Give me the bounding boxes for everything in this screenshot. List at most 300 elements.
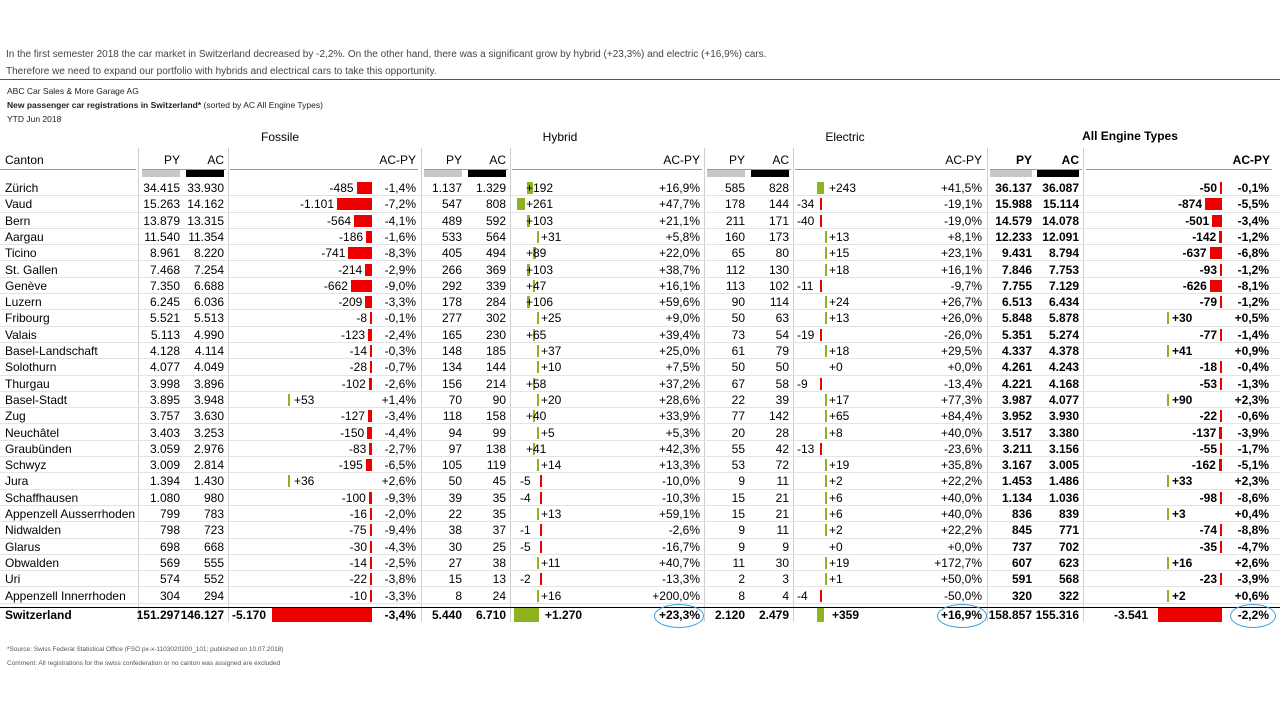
f-delta-label: -485 xyxy=(329,181,354,195)
a-delta-label: -35 xyxy=(1199,539,1217,554)
a-delta-label: +41 xyxy=(1172,344,1193,358)
f-ac-value: 668 xyxy=(203,539,224,554)
underline-electric-acpy xyxy=(795,169,985,170)
e-ac-value: 144 xyxy=(768,197,789,212)
canton-name: St. Gallen xyxy=(5,262,58,277)
a-delta-label: +90 xyxy=(1172,392,1193,407)
top-divider xyxy=(0,79,1280,80)
f-py-value: 3.403 xyxy=(149,425,180,440)
f-py-value: 11.540 xyxy=(144,229,180,244)
col-fossile-ac: AC xyxy=(207,153,224,167)
a-py-value: 1.453 xyxy=(1001,474,1032,489)
a-delta-label: -3.541 xyxy=(1114,608,1149,622)
h-delta-bar xyxy=(537,557,539,569)
a-py-value: 4.221 xyxy=(1001,376,1032,391)
a-delta-label: -637 xyxy=(1182,246,1207,261)
a-delta-label: -137 xyxy=(1192,425,1217,440)
a-delta-label: -77 xyxy=(1199,327,1217,342)
e-acpy-percent: -19,1% xyxy=(943,197,982,212)
h-ac-value: 35 xyxy=(492,507,506,521)
ac-legend-bar-fossile xyxy=(186,170,224,177)
h-acpy-percent: -10,3% xyxy=(661,490,700,505)
e-acpy-percent: +22,2% xyxy=(940,523,982,538)
f-ac-value: 2.814 xyxy=(193,458,224,473)
table-row xyxy=(0,376,1280,392)
f-ac-value: 11.354 xyxy=(188,229,224,244)
e-acpy-percent: -19,0% xyxy=(943,213,982,228)
h-delta-label: +5 xyxy=(541,425,555,440)
f-ac-value: 1.430 xyxy=(193,474,224,489)
a-ac-value: 14.078 xyxy=(1042,213,1079,228)
f-delta-label: -209 xyxy=(338,295,363,310)
e-py-value: 9 xyxy=(738,539,745,554)
a-ac-value: 3.380 xyxy=(1048,425,1079,440)
a-ac-value: 322 xyxy=(1058,588,1079,603)
a-acpy-percent: -3,9% xyxy=(1237,572,1269,587)
e-py-value: 9 xyxy=(738,474,745,489)
h-py-value: 38 xyxy=(448,523,462,538)
a-ac-value: 12.091 xyxy=(1042,229,1079,244)
f-py-value: 799 xyxy=(159,507,180,521)
f-ac-value: 980 xyxy=(203,490,224,505)
f-acpy-percent: -0,1% xyxy=(384,311,416,326)
h-py-value: 22 xyxy=(448,507,462,521)
col-hybrid-acpy: AC-PY xyxy=(663,153,700,167)
f-ac-value: 4.049 xyxy=(193,360,224,375)
h-ac-value: 494 xyxy=(485,246,506,261)
e-delta-bar xyxy=(820,198,822,210)
h-acpy-percent: -2,6% xyxy=(668,523,700,538)
a-delta-bar xyxy=(1167,508,1169,520)
h-py-value: 27 xyxy=(448,555,462,570)
h-delta-label: +47 xyxy=(526,278,547,293)
f-acpy-percent: -0,3% xyxy=(384,344,416,358)
h-py-value: 5.440 xyxy=(431,608,462,622)
f-py-value: 8.961 xyxy=(149,246,180,261)
a-ac-value: 3.005 xyxy=(1048,458,1079,473)
h-ac-value: 24 xyxy=(492,588,506,603)
h-delta-label: +13 xyxy=(541,507,562,521)
e-delta-bar xyxy=(820,215,822,227)
f-delta-bar xyxy=(288,394,290,406)
h-delta-bar xyxy=(537,459,539,471)
canton-name: Valais xyxy=(5,327,37,342)
a-py-value: 3.987 xyxy=(1001,392,1032,407)
f-acpy-percent: -3,3% xyxy=(384,295,416,310)
e-ac-value: 173 xyxy=(768,229,789,244)
a-py-value: 1.134 xyxy=(1001,490,1032,505)
h-py-value: 94 xyxy=(448,425,462,440)
a-py-value: 158.857 xyxy=(988,608,1032,622)
company-name: ABC Car Sales & More Garage AG xyxy=(7,86,139,96)
a-py-value: 320 xyxy=(1011,588,1032,603)
h-py-value: 15 xyxy=(448,572,462,587)
h-delta-bar xyxy=(537,508,539,520)
a-delta-label: +30 xyxy=(1172,311,1193,326)
e-ac-value: 828 xyxy=(768,181,789,195)
a-delta-label: +33 xyxy=(1172,474,1193,489)
canton-name: Zug xyxy=(5,409,26,424)
a-py-value: 3.952 xyxy=(1001,409,1032,424)
e-delta-label: +2 xyxy=(829,523,843,538)
e-acpy-percent: +22,2% xyxy=(940,474,982,489)
a-ac-value: 15.114 xyxy=(1042,197,1079,212)
f-acpy-percent: +1,4% xyxy=(381,392,416,407)
report-header xyxy=(7,84,323,126)
e-delta-bar xyxy=(825,394,827,406)
a-acpy-percent: -8,8% xyxy=(1237,523,1269,538)
h-acpy-percent: -10,0% xyxy=(661,474,700,489)
h-ac-value: 45 xyxy=(492,474,506,489)
h-delta-label: +192 xyxy=(526,181,554,195)
f-delta-label: -741 xyxy=(321,246,346,261)
a-delta-bar xyxy=(1167,394,1169,406)
a-ac-value: 8.794 xyxy=(1048,246,1079,261)
f-ac-value: 5.513 xyxy=(193,311,224,326)
f-delta-label: -30 xyxy=(349,539,367,554)
f-py-value: 569 xyxy=(159,555,180,570)
a-delta-label: -98 xyxy=(1199,490,1217,505)
h-delta-label: +14 xyxy=(541,458,562,473)
h-py-value: 165 xyxy=(441,327,462,342)
canton-name: Appenzell Innerrhoden xyxy=(5,588,126,603)
col-electric-ac: AC xyxy=(772,153,789,167)
a-ac-value: 155.316 xyxy=(1035,608,1079,622)
h-acpy-percent: +47,7% xyxy=(658,197,700,212)
col-electric-acpy: AC-PY xyxy=(945,153,982,167)
e-py-value: 211 xyxy=(725,213,745,228)
h-py-value: 39 xyxy=(448,490,462,505)
a-ac-value: 36.087 xyxy=(1042,181,1079,195)
a-acpy-percent: -0,4% xyxy=(1237,360,1269,375)
e-delta-label: +17 xyxy=(829,392,850,407)
f-delta-bar xyxy=(288,475,290,487)
table-row xyxy=(0,571,1280,587)
a-ac-value: 5.274 xyxy=(1048,327,1079,342)
f-delta-label: -123 xyxy=(341,327,366,342)
py-legend-bar-electric xyxy=(707,170,745,177)
h-delta-label: -1 xyxy=(520,523,531,538)
e-acpy-percent: -23,6% xyxy=(943,441,982,456)
f-acpy-percent: -9,4% xyxy=(384,523,416,538)
h-acpy-percent: +59,1% xyxy=(658,507,700,521)
f-acpy-percent: -0,7% xyxy=(384,360,416,375)
a-acpy-percent: -8,1% xyxy=(1237,278,1269,293)
f-delta-label: -14 xyxy=(349,555,367,570)
a-ac-value: 4.378 xyxy=(1048,344,1079,358)
e-delta-bar xyxy=(817,608,824,622)
f-acpy-percent: -3,3% xyxy=(384,588,416,603)
e-py-value: 11 xyxy=(732,555,745,570)
a-py-value: 5.351 xyxy=(1001,327,1032,342)
h-ac-value: 144 xyxy=(485,360,506,375)
e-acpy-percent: -9,7% xyxy=(950,278,982,293)
f-acpy-percent: -2,5% xyxy=(384,555,416,570)
h-py-value: 97 xyxy=(448,441,462,456)
f-ac-value: 6.688 xyxy=(193,278,224,293)
a-acpy-percent: +2,6% xyxy=(1234,555,1269,570)
a-acpy-percent: -5,1% xyxy=(1237,458,1269,473)
a-delta-label: -162 xyxy=(1191,458,1216,473)
a-delta-label: -22 xyxy=(1199,409,1217,424)
f-acpy-percent: -3,4% xyxy=(384,409,416,424)
table-row xyxy=(0,457,1280,473)
a-acpy-percent: -5,5% xyxy=(1237,197,1269,212)
e-delta-bar xyxy=(825,427,827,439)
h-py-value: 156 xyxy=(441,376,462,391)
h-acpy-percent: +38,7% xyxy=(658,262,700,277)
a-ac-value: 3.156 xyxy=(1048,441,1079,456)
e-py-value: 50 xyxy=(731,311,745,326)
canton-name: Graubünden xyxy=(5,441,72,456)
f-py-value: 5.521 xyxy=(149,311,180,326)
e-delta-bar xyxy=(825,573,827,585)
h-delta-bar xyxy=(537,361,539,373)
e-acpy-percent: +40,0% xyxy=(940,425,982,440)
e-delta-bar xyxy=(820,378,822,390)
h-delta-label: +1.270 xyxy=(545,608,583,622)
h-delta-label: -5 xyxy=(520,539,531,554)
e-ac-value: 102 xyxy=(768,278,789,293)
e-delta-bar xyxy=(820,443,822,455)
e-py-value: 61 xyxy=(731,344,745,358)
f-acpy-percent: -9,0% xyxy=(384,278,416,293)
comment-footnote: Comment: All registrations for the swiss confederation or no canton was assigned are excluded xyxy=(7,660,281,667)
e-ac-value: 114 xyxy=(769,295,789,310)
table-row xyxy=(0,294,1280,310)
a-delta-label: +16 xyxy=(1172,555,1193,570)
f-delta-label: -102 xyxy=(341,376,366,391)
intro-line-2: Therefore we need to expand our portfolio with hybrids and electrical cars to take this opportunity. xyxy=(6,66,437,77)
e-delta-bar xyxy=(825,247,827,259)
e-delta-bar xyxy=(825,492,827,504)
table-row xyxy=(0,392,1280,408)
e-ac-value: 30 xyxy=(775,555,789,570)
h-delta-bar xyxy=(540,492,542,504)
h-ac-value: 808 xyxy=(485,197,506,212)
underline-hybrid-acpy xyxy=(512,169,702,170)
f-ac-value: 6.036 xyxy=(193,295,224,310)
f-py-value: 5.113 xyxy=(150,327,180,342)
e-py-value: 112 xyxy=(725,262,745,277)
f-py-value: 4.128 xyxy=(149,344,180,358)
f-py-value: 304 xyxy=(159,588,180,603)
h-acpy-percent: +33,9% xyxy=(658,409,700,424)
canton-name: Fribourg xyxy=(5,311,50,326)
a-py-value: 836 xyxy=(1011,507,1032,521)
h-delta-bar xyxy=(540,541,542,553)
canton-name: Neuchâtel xyxy=(5,425,60,440)
h-acpy-percent: -13,3% xyxy=(661,572,700,587)
h-delta-label: -5 xyxy=(520,474,531,489)
h-py-value: 50 xyxy=(448,474,462,489)
h-py-value: 533 xyxy=(441,229,462,244)
f-py-value: 3.757 xyxy=(149,409,180,424)
canton-name: Thurgau xyxy=(5,376,50,391)
e-delta-bar xyxy=(820,280,822,292)
h-py-value: 277 xyxy=(441,311,462,326)
f-ac-value: 294 xyxy=(203,588,224,603)
h-ac-value: 6.710 xyxy=(475,608,506,622)
canton-name: Bern xyxy=(5,213,31,228)
h-acpy-percent: +40,7% xyxy=(658,555,700,570)
e-delta-label: -11 xyxy=(797,278,814,293)
h-ac-value: 35 xyxy=(492,490,506,505)
f-delta-label: -22 xyxy=(349,572,367,587)
h-ac-value: 1.329 xyxy=(475,181,506,195)
electric-total-highlight xyxy=(937,604,987,628)
e-acpy-percent: +8,1% xyxy=(947,229,982,244)
a-acpy-percent: -1,2% xyxy=(1237,295,1269,310)
a-acpy-percent: +2,3% xyxy=(1234,392,1269,407)
f-py-value: 7.350 xyxy=(149,278,180,293)
e-delta-bar xyxy=(825,296,827,308)
e-ac-value: 63 xyxy=(775,311,789,326)
a-py-value: 36.137 xyxy=(995,181,1032,195)
a-acpy-percent: -3,9% xyxy=(1237,425,1269,440)
h-ac-value: 138 xyxy=(485,441,506,456)
a-acpy-percent: -0,6% xyxy=(1237,409,1269,424)
e-delta-label: -4 xyxy=(797,588,808,603)
h-ac-value: 592 xyxy=(485,213,506,228)
e-py-value: 67 xyxy=(731,376,745,391)
f-acpy-percent: -3,8% xyxy=(384,572,416,587)
underline-all-acpy xyxy=(1086,169,1272,170)
e-ac-value: 72 xyxy=(775,458,789,473)
group-fossile: Fossile xyxy=(260,130,299,144)
e-py-value: 178 xyxy=(724,197,745,212)
a-acpy-percent: -1,2% xyxy=(1237,262,1269,277)
a-ac-value: 4.243 xyxy=(1048,360,1079,375)
h-ac-value: 99 xyxy=(492,425,506,440)
f-ac-value: 3.630 xyxy=(193,409,224,424)
e-delta-label: +6 xyxy=(829,507,843,521)
h-ac-value: 25 xyxy=(492,539,506,554)
table-row xyxy=(0,310,1280,326)
a-delta-label: -18 xyxy=(1199,360,1217,375)
col-all-py: PY xyxy=(1015,153,1032,167)
h-delta-bar xyxy=(537,427,539,439)
e-delta-bar xyxy=(825,231,827,243)
h-delta-label: +16 xyxy=(541,588,562,603)
h-acpy-percent: -16,7% xyxy=(661,539,700,554)
h-acpy-percent: +23,3% xyxy=(658,608,700,622)
ac-legend-bar-electric xyxy=(751,170,789,177)
e-acpy-percent: -50,0% xyxy=(943,588,982,603)
canton-name: Vaud xyxy=(5,197,33,212)
f-acpy-percent: -4,3% xyxy=(384,539,416,554)
a-ac-value: 771 xyxy=(1058,523,1079,538)
f-delta-label: -14 xyxy=(349,344,367,358)
e-acpy-percent: +0,0% xyxy=(947,539,982,554)
table-row xyxy=(0,180,1280,196)
canton-name: Basel-Landschaft xyxy=(5,344,98,358)
e-acpy-percent: +40,0% xyxy=(940,507,982,521)
f-delta-label: +53 xyxy=(294,392,315,407)
h-delta-bar xyxy=(514,608,539,622)
h-ac-value: 90 xyxy=(492,392,506,407)
f-py-value: 34.415 xyxy=(143,181,180,195)
h-py-value: 30 xyxy=(448,539,462,554)
table-row xyxy=(0,441,1280,457)
f-acpy-percent: -2,4% xyxy=(384,327,416,342)
canton-name: Schaffhausen xyxy=(5,490,79,505)
e-delta-label: +1 xyxy=(829,572,843,587)
table-row xyxy=(0,490,1280,506)
f-acpy-percent: -2,0% xyxy=(384,507,416,521)
f-acpy-percent: -6,5% xyxy=(384,458,416,473)
f-py-value: 3.998 xyxy=(149,376,180,391)
h-ac-value: 119 xyxy=(486,458,506,473)
a-py-value: 12.233 xyxy=(995,229,1032,244)
h-delta-bar xyxy=(540,573,542,585)
f-delta-label: -8 xyxy=(356,311,367,326)
f-ac-value: 8.220 xyxy=(193,246,224,261)
f-py-value: 15.263 xyxy=(143,197,180,212)
e-delta-bar xyxy=(825,508,827,520)
table-row xyxy=(0,522,1280,538)
f-acpy-percent: -3,4% xyxy=(384,608,416,622)
h-ac-value: 302 xyxy=(485,311,506,326)
h-delta-label: +103 xyxy=(526,262,554,277)
e-py-value: 53 xyxy=(731,458,745,473)
row-divider xyxy=(0,603,1280,604)
table-row xyxy=(0,327,1280,343)
e-acpy-percent: +84,4% xyxy=(940,409,982,424)
a-delta-label: -501 xyxy=(1185,213,1210,228)
canton-name: Glarus xyxy=(5,539,41,554)
e-ac-value: 50 xyxy=(775,360,789,375)
e-ac-value: 11 xyxy=(776,474,789,489)
e-acpy-percent: +26,0% xyxy=(940,311,982,326)
a-acpy-percent: -1,3% xyxy=(1237,376,1269,391)
e-acpy-percent: +77,3% xyxy=(940,392,982,407)
table-row xyxy=(0,473,1280,489)
f-acpy-percent: -1,4% xyxy=(384,181,416,195)
a-delta-label: -50 xyxy=(1199,181,1217,195)
f-ac-value: 146.127 xyxy=(180,608,224,622)
e-py-value: 50 xyxy=(731,360,745,375)
h-ac-value: 13 xyxy=(492,572,506,587)
e-delta-bar xyxy=(825,557,827,569)
a-delta-label: -74 xyxy=(1199,523,1217,538)
e-acpy-percent: +172,7% xyxy=(934,555,982,570)
h-delta-bar xyxy=(537,394,539,406)
col-fossile-py: PY xyxy=(163,153,180,167)
e-acpy-percent: +16,1% xyxy=(940,262,982,277)
report-title-rest: (sorted by AC All Engine Types) xyxy=(201,100,323,110)
e-ac-value: 4 xyxy=(782,588,789,603)
total-row xyxy=(0,607,1280,623)
table-row xyxy=(0,245,1280,261)
a-acpy-percent: +0,5% xyxy=(1234,311,1269,326)
f-delta-label: -16 xyxy=(349,507,367,521)
h-acpy-percent: +28,6% xyxy=(658,392,700,407)
e-ac-value: 79 xyxy=(775,344,789,358)
py-legend-bar-fossile xyxy=(142,170,180,177)
a-py-value: 3.167 xyxy=(1001,458,1032,473)
e-py-value: 585 xyxy=(724,181,745,195)
f-ac-value: 4.990 xyxy=(193,327,224,342)
f-delta-label: -195 xyxy=(338,458,363,473)
f-ac-value: 555 xyxy=(203,555,224,570)
e-delta-label: +19 xyxy=(829,555,850,570)
h-acpy-percent: +21,1% xyxy=(658,213,700,228)
e-delta-label: +13 xyxy=(829,229,850,244)
f-acpy-percent: -2,7% xyxy=(384,441,416,456)
h-delta-label: +106 xyxy=(526,295,554,310)
h-py-value: 148 xyxy=(441,344,462,358)
